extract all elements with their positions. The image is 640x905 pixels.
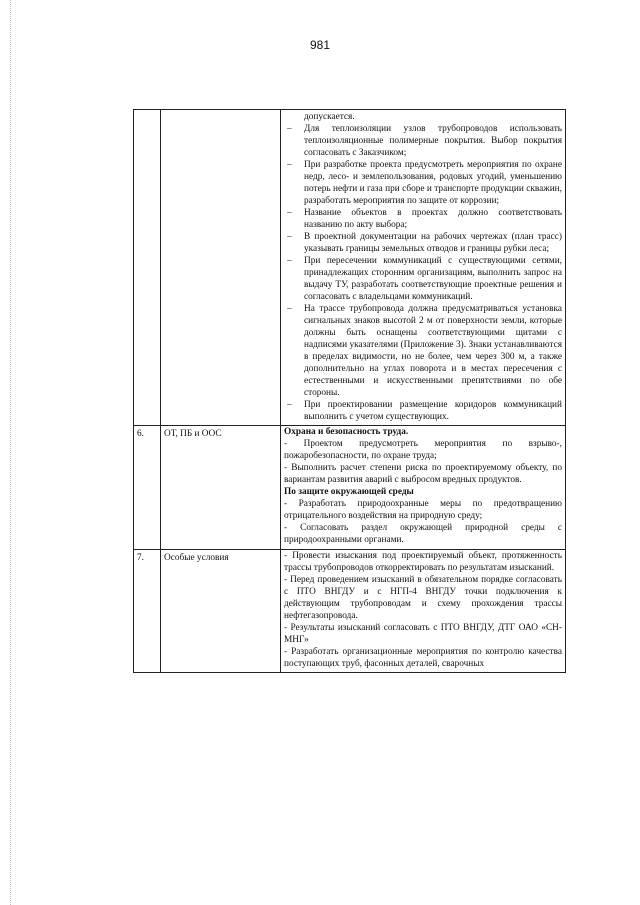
page-number: 981 xyxy=(309,38,331,52)
paragraph: - Проектом предусмотреть мероприятия по взрыво-, пожаробезопасности, по охране труда; xyxy=(284,439,562,461)
row-number xyxy=(134,110,161,426)
paragraph: - Провести изыскания под проектируемый объект, протяженность трассы трубопроводов откорректировать по результатам изысканий. xyxy=(284,551,562,573)
subheading-environment: По защите окружающей среды xyxy=(284,487,414,497)
row-section-name: Особые условия xyxy=(161,550,281,673)
paragraph: - Разработать природоохранные меры по предотвращению отрицательного воздействия на природную среду; xyxy=(284,499,562,521)
paragraph: - Перед проведением изысканий в обязательном порядке согласовать с ПТО ВНГДУ и с НГП-4 ВНГДУ точки подключения к действующим трубопроводам и схему прохождения трассы нефтегазопровода. xyxy=(284,575,562,621)
paragraph: - Согласовать раздел окружающей природной среды с природоохранными органами. xyxy=(284,523,562,545)
list-item: – При проектировании размещение коридоров коммуникаций выполнить с учетом существующих. xyxy=(284,399,562,423)
paragraph: - Выполнить расчет степени риска по проектируемому объекту, по вариантам развития аварий с выбросом вредных продуктов. xyxy=(284,463,562,485)
row-requirements xyxy=(281,110,566,426)
table-row xyxy=(134,426,566,550)
list-item: – При пересечении коммуникаций с существующими сетями, принадлежащих сторонним организациям, выполнить запрос на выдачу ТУ, разработать соответствующие проектные решения и согласовать с владельцами коммуникаций. xyxy=(284,255,562,303)
paragraph: - Разработать организационные мероприятия по контролю качества поступающих труб, фасонных деталей, сварочных xyxy=(284,647,562,669)
subheading-labor-safety: Охрана и безопасность труда. xyxy=(284,427,409,437)
row-requirements xyxy=(281,426,566,550)
paragraph: - Результаты изысканий согласовать с ПТО ВНГДУ, ДТГ ОАО «СН-МНГ» xyxy=(284,623,562,645)
list-item: – Название объектов в проектах должно соответствовать названию по акту выбора; xyxy=(284,207,562,231)
row-section-name xyxy=(161,110,281,426)
requirements-list xyxy=(284,111,562,423)
binding-dotted-line xyxy=(10,0,11,905)
row-number: 7. xyxy=(134,550,161,673)
list-item: – Для теплоизоляции узлов трубопроводов использовать теплоизоляционные полимерные покрытия. Выбор покрытия согласовать с Заказчиком; xyxy=(284,123,562,159)
list-item: – В проектной документации на рабочих чертежах (план трасс) указывать границы земельных отводов и границы рубки леса; xyxy=(284,231,562,255)
row-requirements xyxy=(281,550,566,673)
list-item: – На трассе трубопровода должна предусматриваться установка сигнальных знаков высотой 2 м от поверхности земли, которые должны быть оснащены соответствующими щитами с надписями указателями (Приложение 3). Знаки устанавливаются в пределах видимости, но не более, чем через 300 м, а также дополнительно на углах поворота и в местах пересечения с естественными и искусственными препятствиями по обе стороны. xyxy=(284,303,562,399)
table-row xyxy=(134,550,566,673)
row-number: 6. xyxy=(134,426,161,550)
table-row xyxy=(134,110,566,426)
list-item: – При разработке проекта предусмотреть мероприятия по охране недр, лесо- и землепользования, родовых угодий, уменьшению потерь нефти и газа при сборе и транспорте продукции скважин, разработать мероприятия по защите от коррозии; xyxy=(284,159,562,207)
requirements-table xyxy=(133,109,566,673)
list-item: допускается. xyxy=(304,112,355,122)
row-section-name: ОТ, ПБ и ООС xyxy=(161,426,281,550)
